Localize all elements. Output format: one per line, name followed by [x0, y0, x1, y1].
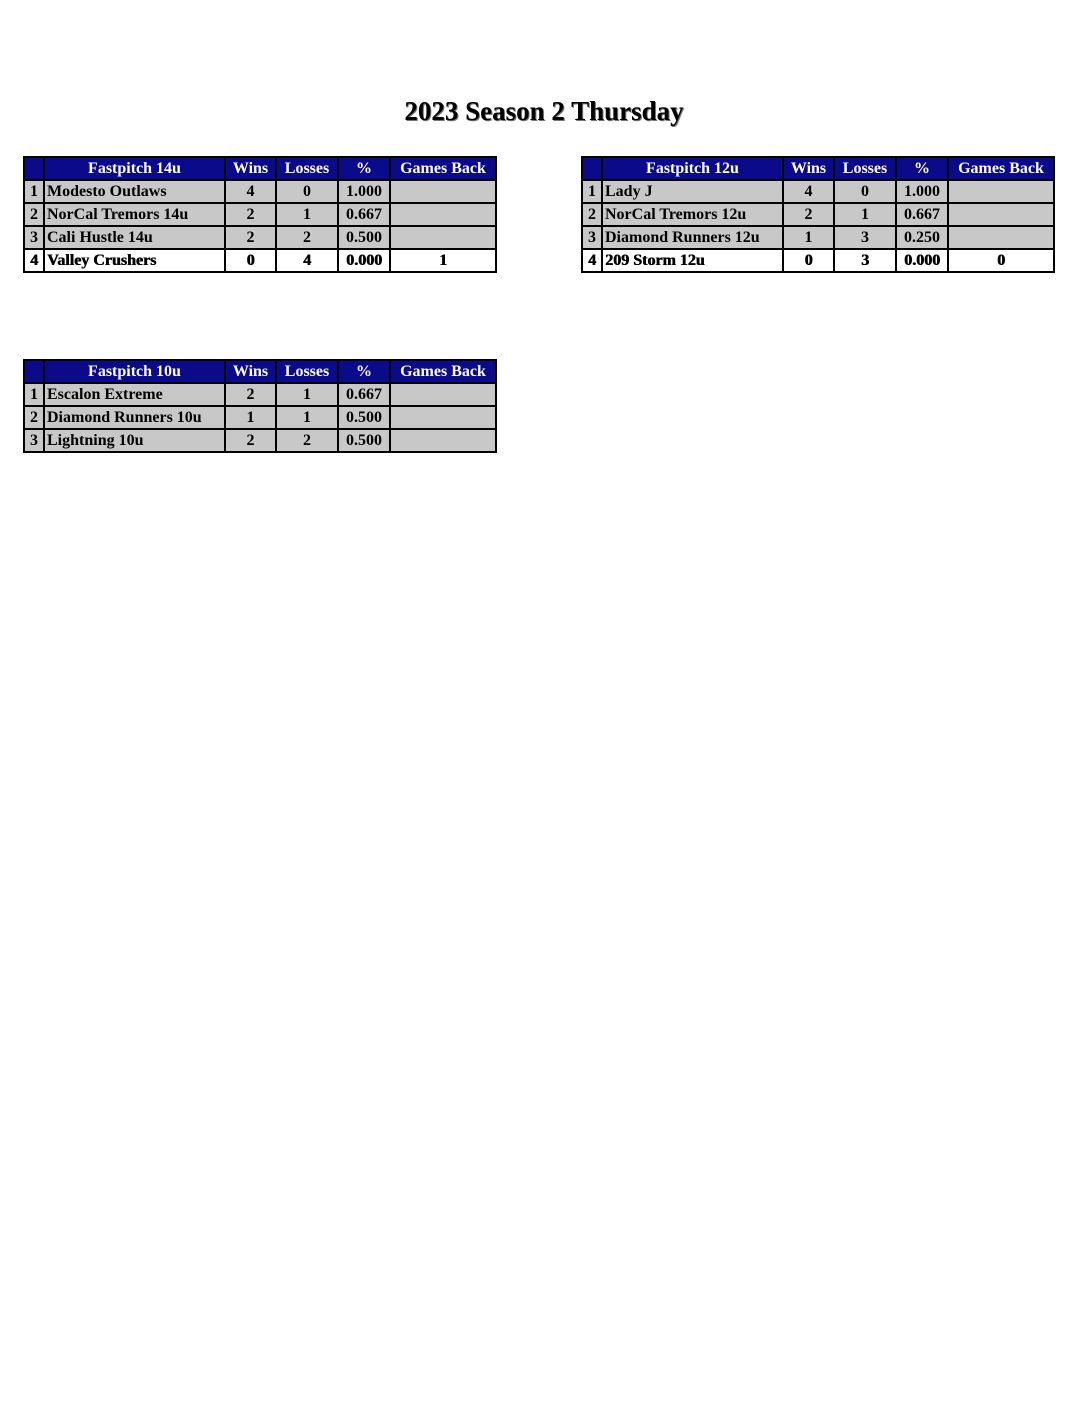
header-games-back: Games Back [948, 157, 1054, 180]
team-cell: 209 Storm 12u [602, 249, 783, 272]
games-back-cell: 0 [948, 249, 1054, 272]
standings-table-10u [23, 359, 497, 453]
wins-cell: 4 [225, 180, 276, 203]
pct-cell: 0.667 [338, 383, 390, 406]
losses-cell: 0 [276, 180, 338, 203]
page-title: 2023 Season 2 Thursday [404, 96, 684, 126]
wins-cell: 2 [225, 226, 276, 249]
games-back-cell [390, 429, 496, 452]
wins-cell: 2 [225, 429, 276, 452]
standings-table-12u [581, 156, 1055, 273]
pct-cell: 1.000 [338, 180, 390, 203]
pct-cell: 0.000 [896, 249, 948, 272]
team-cell: Diamond Runners 10u [44, 406, 225, 429]
team-cell: Cali Hustle 14u [44, 226, 225, 249]
games-back-cell: 1 [390, 249, 496, 272]
rank-cell: 4 [24, 249, 44, 272]
header-division: Fastpitch 14u [44, 157, 225, 180]
pct-cell: 0.250 [896, 226, 948, 249]
pct-cell: 0.667 [338, 203, 390, 226]
pct-cell: 0.500 [338, 429, 390, 452]
rank-cell: 3 [582, 226, 602, 249]
header-losses: Losses [834, 157, 896, 180]
wins-cell: 1 [225, 406, 276, 429]
pct-cell: 0.500 [338, 406, 390, 429]
table-header-row [582, 157, 1054, 180]
rank-cell: 3 [24, 226, 44, 249]
header-rank [24, 157, 44, 180]
header-wins: Wins [225, 157, 276, 180]
header-games-back: Games Back [390, 157, 496, 180]
header-pct: % [338, 157, 390, 180]
losses-cell: 1 [834, 203, 896, 226]
losses-cell: 1 [276, 203, 338, 226]
table-row [24, 249, 496, 272]
header-games-back: Games Back [390, 360, 496, 383]
games-back-cell [948, 180, 1054, 203]
losses-cell: 1 [276, 383, 338, 406]
header-pct: % [896, 157, 948, 180]
wins-cell: 1 [783, 226, 834, 249]
standings-table-14u [23, 156, 497, 273]
pct-cell: 0.500 [338, 226, 390, 249]
table-row [24, 429, 496, 452]
team-cell: Modesto Outlaws [44, 180, 225, 203]
rank-cell: 2 [24, 406, 44, 429]
pct-cell: 0.000 [338, 249, 390, 272]
rank-cell: 1 [582, 180, 602, 203]
table-header-row [24, 360, 496, 383]
rank-cell: 2 [24, 203, 44, 226]
header-wins: Wins [225, 360, 276, 383]
rank-cell: 4 [582, 249, 602, 272]
header-losses: Losses [276, 157, 338, 180]
games-back-cell [390, 203, 496, 226]
table-row [24, 203, 496, 226]
table-row [582, 180, 1054, 203]
wins-cell: 4 [783, 180, 834, 203]
team-cell: Diamond Runners 12u [602, 226, 783, 249]
games-back-cell [390, 226, 496, 249]
losses-cell: 3 [834, 249, 896, 272]
table-row [24, 180, 496, 203]
header-wins: Wins [783, 157, 834, 180]
team-cell: NorCal Tremors 14u [44, 203, 225, 226]
table-row [582, 249, 1054, 272]
pct-cell: 1.000 [896, 180, 948, 203]
header-rank [24, 360, 44, 383]
header-pct: % [338, 360, 390, 383]
team-cell: Escalon Extreme [44, 383, 225, 406]
games-back-cell [948, 226, 1054, 249]
rank-cell: 2 [582, 203, 602, 226]
rank-cell: 3 [24, 429, 44, 452]
losses-cell: 2 [276, 226, 338, 249]
wins-cell: 2 [783, 203, 834, 226]
table-row [24, 383, 496, 406]
header-rank [582, 157, 602, 180]
table-row [24, 406, 496, 429]
header-division: Fastpitch 10u [44, 360, 225, 383]
team-cell: Lightning 10u [44, 429, 225, 452]
team-cell: Valley Crushers [44, 249, 225, 272]
games-back-cell [390, 406, 496, 429]
header-division: Fastpitch 12u [602, 157, 783, 180]
games-back-cell [390, 383, 496, 406]
losses-cell: 1 [276, 406, 338, 429]
wins-cell: 0 [783, 249, 834, 272]
pct-cell: 0.667 [896, 203, 948, 226]
team-cell: NorCal Tremors 12u [602, 203, 783, 226]
wins-cell: 0 [225, 249, 276, 272]
team-cell: Lady J [602, 180, 783, 203]
rank-cell: 1 [24, 383, 44, 406]
losses-cell: 2 [276, 429, 338, 452]
rank-cell: 1 [24, 180, 44, 203]
losses-cell: 0 [834, 180, 896, 203]
table-row [582, 203, 1054, 226]
losses-cell: 4 [276, 249, 338, 272]
games-back-cell [948, 203, 1054, 226]
games-back-cell [390, 180, 496, 203]
table-row [582, 226, 1054, 249]
table-row [24, 226, 496, 249]
wins-cell: 2 [225, 383, 276, 406]
losses-cell: 3 [834, 226, 896, 249]
wins-cell: 2 [225, 203, 276, 226]
header-losses: Losses [276, 360, 338, 383]
table-header-row [24, 157, 496, 180]
